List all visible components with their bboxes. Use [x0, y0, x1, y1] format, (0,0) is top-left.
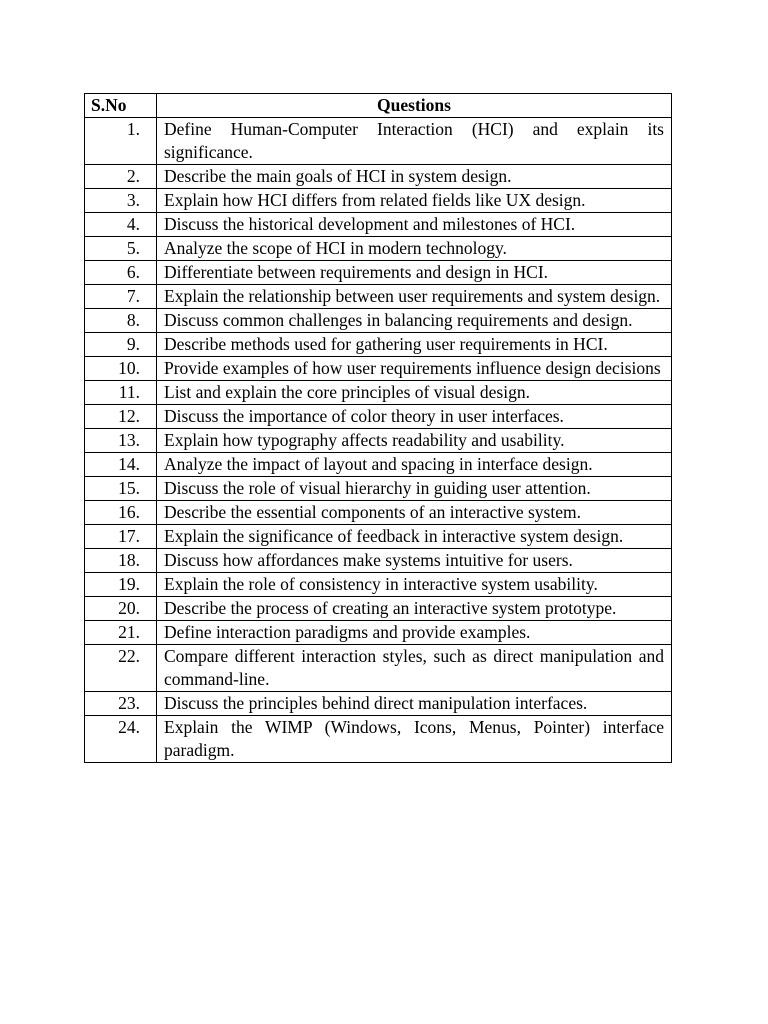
- row-number: 15.: [85, 477, 157, 501]
- table-row: [85, 405, 672, 429]
- questions-body: [85, 118, 672, 763]
- table-row: [85, 381, 672, 405]
- question-text: Provide examples of how user requirements influence design decisions: [157, 357, 672, 381]
- question-text: List and explain the core principles of visual design.: [157, 381, 672, 405]
- row-number: 24.: [85, 716, 157, 763]
- row-number: 9.: [85, 333, 157, 357]
- table-row: [85, 309, 672, 333]
- question-text: Analyze the scope of HCI in modern technology.: [157, 237, 672, 261]
- question-text: Discuss how affordances make systems intuitive for users.: [157, 549, 672, 573]
- question-text: Discuss common challenges in balancing requirements and design.: [157, 309, 672, 333]
- table-row: [85, 621, 672, 645]
- table-row: [85, 429, 672, 453]
- question-text: Describe the essential components of an interactive system.: [157, 501, 672, 525]
- table-row: [85, 573, 672, 597]
- row-number: 21.: [85, 621, 157, 645]
- row-number: 10.: [85, 357, 157, 381]
- table-row: [85, 357, 672, 381]
- table-row: [85, 597, 672, 621]
- table-row: [85, 189, 672, 213]
- question-text: Discuss the historical development and milestones of HCI.: [157, 213, 672, 237]
- table-row: [85, 453, 672, 477]
- table-row: [85, 549, 672, 573]
- row-number: 8.: [85, 309, 157, 333]
- question-text: Discuss the principles behind direct manipulation interfaces.: [157, 692, 672, 716]
- row-number: 11.: [85, 381, 157, 405]
- question-text: Explain the relationship between user requirements and system design.: [157, 285, 672, 309]
- row-number: 13.: [85, 429, 157, 453]
- question-text: Explain how typography affects readability and usability.: [157, 429, 672, 453]
- row-number: 20.: [85, 597, 157, 621]
- row-number: 6.: [85, 261, 157, 285]
- row-number: 23.: [85, 692, 157, 716]
- table-row: [85, 118, 672, 165]
- table-row: [85, 237, 672, 261]
- table-row: [85, 716, 672, 763]
- question-text: Discuss the importance of color theory in user interfaces.: [157, 405, 672, 429]
- row-number: 14.: [85, 453, 157, 477]
- row-number: 18.: [85, 549, 157, 573]
- question-text: Explain the WIMP (Windows, Icons, Menus, Pointer) interface paradigm.: [157, 716, 672, 763]
- table-row: [85, 213, 672, 237]
- table-row: [85, 165, 672, 189]
- question-text: Describe the main goals of HCI in system design.: [157, 165, 672, 189]
- header-sno: S.No: [85, 94, 157, 118]
- table-header-row: [85, 94, 672, 118]
- table-row: [85, 333, 672, 357]
- table-row: [85, 477, 672, 501]
- question-text: Define interaction paradigms and provide examples.: [157, 621, 672, 645]
- row-number: 12.: [85, 405, 157, 429]
- table-row: [85, 525, 672, 549]
- question-text: Describe the process of creating an interactive system prototype.: [157, 597, 672, 621]
- question-text: Describe methods used for gathering user requirements in HCI.: [157, 333, 672, 357]
- row-number: 4.: [85, 213, 157, 237]
- question-text: Define Human-Computer Interaction (HCI) and explain its significance.: [157, 118, 672, 165]
- question-text: Explain how HCI differs from related fields like UX design.: [157, 189, 672, 213]
- table-row: [85, 261, 672, 285]
- question-text: Differentiate between requirements and design in HCI.: [157, 261, 672, 285]
- question-text: Analyze the impact of layout and spacing in interface design.: [157, 453, 672, 477]
- row-number: 17.: [85, 525, 157, 549]
- question-text: Discuss the role of visual hierarchy in guiding user attention.: [157, 477, 672, 501]
- row-number: 7.: [85, 285, 157, 309]
- row-number: 3.: [85, 189, 157, 213]
- row-number: 5.: [85, 237, 157, 261]
- questions-table: [84, 93, 672, 763]
- question-sheet: [84, 93, 671, 763]
- question-text: Compare different interaction styles, such as direct manipulation and command-line.: [157, 645, 672, 692]
- row-number: 19.: [85, 573, 157, 597]
- table-row: [85, 645, 672, 692]
- row-number: 16.: [85, 501, 157, 525]
- table-row: [85, 692, 672, 716]
- row-number: 2.: [85, 165, 157, 189]
- question-text: Explain the role of consistency in interactive system usability.: [157, 573, 672, 597]
- header-questions: Questions: [157, 94, 672, 118]
- table-row: [85, 285, 672, 309]
- row-number: 22.: [85, 645, 157, 692]
- question-text: Explain the significance of feedback in interactive system design.: [157, 525, 672, 549]
- row-number: 1.: [85, 118, 157, 165]
- table-row: [85, 501, 672, 525]
